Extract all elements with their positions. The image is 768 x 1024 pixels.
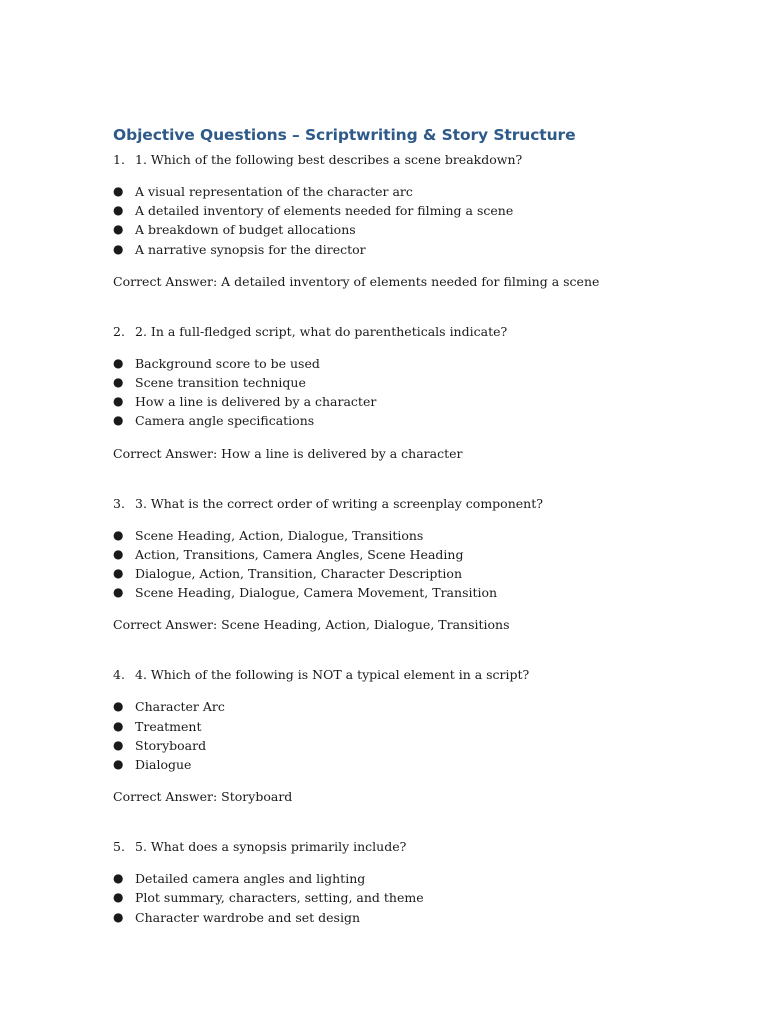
option-text: Character wardrobe and set design xyxy=(135,909,361,925)
bullet-icon: ● xyxy=(113,757,124,772)
option-list xyxy=(113,697,673,774)
list-item xyxy=(113,201,673,220)
option-list xyxy=(113,354,673,431)
question-line xyxy=(113,151,673,169)
bullet-icon: ● xyxy=(113,222,124,237)
option-text: Background score to be used xyxy=(135,355,320,371)
question-text: 5. What does a synopsis primarily include? xyxy=(135,839,407,855)
bullet-icon: ● xyxy=(113,184,124,198)
bullet-icon: ● xyxy=(113,375,124,390)
list-item xyxy=(113,411,673,430)
option-text: How a line is delivered by a character xyxy=(135,394,377,410)
option-text: Scene Heading, Dialogue, Camera Movement, Transition xyxy=(135,585,498,601)
option-text: Storyboard xyxy=(135,737,207,753)
option-text: Dialogue, Action, Transition, Character Description xyxy=(135,566,463,582)
option-list xyxy=(113,869,673,927)
question-number: 5. xyxy=(113,839,125,855)
list-item xyxy=(113,869,673,888)
question-number: 3. xyxy=(113,495,125,511)
option-list xyxy=(113,182,673,259)
question-number: 4. xyxy=(113,667,125,683)
option-text: A visual representation of the character arc xyxy=(135,184,413,199)
question-3 xyxy=(113,495,673,635)
document-title: Objective Questions – Scriptwriting & Story Structure xyxy=(113,126,576,144)
list-item xyxy=(113,717,673,736)
bullet-icon: ● xyxy=(113,909,124,924)
question-4 xyxy=(113,666,673,806)
question-line xyxy=(113,838,673,856)
bullet-icon: ● xyxy=(113,355,124,370)
list-item xyxy=(113,755,673,774)
option-text: A breakdown of budget allocations xyxy=(135,222,356,238)
question-5 xyxy=(113,838,673,927)
question-line xyxy=(113,323,673,341)
document-page xyxy=(113,124,673,941)
correct-answer: Correct Answer: Storyboard xyxy=(113,789,293,805)
option-text: Scene transition technique xyxy=(135,375,306,391)
bullet-icon: ● xyxy=(113,241,124,256)
list-item xyxy=(113,888,673,907)
bullet-icon: ● xyxy=(113,546,124,561)
question-text: 2. In a full-fledged script, what do parentheticals indicate? xyxy=(135,323,508,339)
option-text: Scene Heading, Action, Dialogue, Transitions xyxy=(135,527,424,543)
list-item xyxy=(113,583,673,602)
option-text: A narrative synopsis for the director xyxy=(135,241,366,257)
question-text: 4. Which of the following is NOT a typical element in a script? xyxy=(135,667,530,683)
bullet-icon: ● xyxy=(113,871,124,886)
option-text: Treatment xyxy=(135,718,202,734)
list-item xyxy=(113,373,673,392)
list-item xyxy=(113,220,673,239)
bullet-icon: ● xyxy=(113,890,124,905)
correct-answer: Correct Answer: How a line is delivered by a character xyxy=(113,445,463,461)
list-item xyxy=(113,545,673,564)
question-line xyxy=(113,666,673,684)
bullet-icon: ● xyxy=(113,718,124,733)
option-text: Character Arc xyxy=(135,699,225,715)
list-item xyxy=(113,564,673,583)
list-item xyxy=(113,736,673,755)
list-item xyxy=(113,908,673,927)
question-number: 2. xyxy=(113,323,125,339)
bullet-icon: ● xyxy=(113,737,124,752)
bullet-icon: ● xyxy=(113,566,124,581)
bullet-icon: ● xyxy=(113,585,124,600)
question-1 xyxy=(113,151,673,291)
question-text: 1. Which of the following best describes a scene breakdown? xyxy=(135,152,523,167)
list-item xyxy=(113,526,673,545)
bullet-icon: ● xyxy=(113,527,124,542)
option-list xyxy=(113,526,673,603)
option-text: Dialogue xyxy=(135,757,192,773)
list-item xyxy=(113,182,673,201)
list-item xyxy=(113,354,673,373)
option-text: Camera angle specifications xyxy=(135,413,315,429)
question-number: 1. xyxy=(113,152,125,167)
bullet-icon: ● xyxy=(113,413,124,428)
correct-answer: Correct Answer: Scene Heading, Action, Dialogue, Transitions xyxy=(113,617,510,633)
bullet-icon: ● xyxy=(113,394,124,409)
option-text: A detailed inventory of elements needed for filming a scene xyxy=(135,203,514,219)
bullet-icon: ● xyxy=(113,203,124,218)
option-text: Plot summary, characters, setting, and theme xyxy=(135,890,424,906)
question-text: 3. What is the correct order of writing a screenplay component? xyxy=(135,495,543,511)
list-item xyxy=(113,392,673,411)
correct-answer: Correct Answer: A detailed inventory of elements needed for filming a scene xyxy=(113,273,600,289)
question-2 xyxy=(113,323,673,463)
list-item xyxy=(113,240,673,259)
bullet-icon: ● xyxy=(113,699,124,714)
list-item xyxy=(113,697,673,716)
option-text: Detailed camera angles and lighting xyxy=(135,871,366,887)
option-text: Action, Transitions, Camera Angles, Scene Heading xyxy=(135,546,464,562)
question-line xyxy=(113,495,673,513)
